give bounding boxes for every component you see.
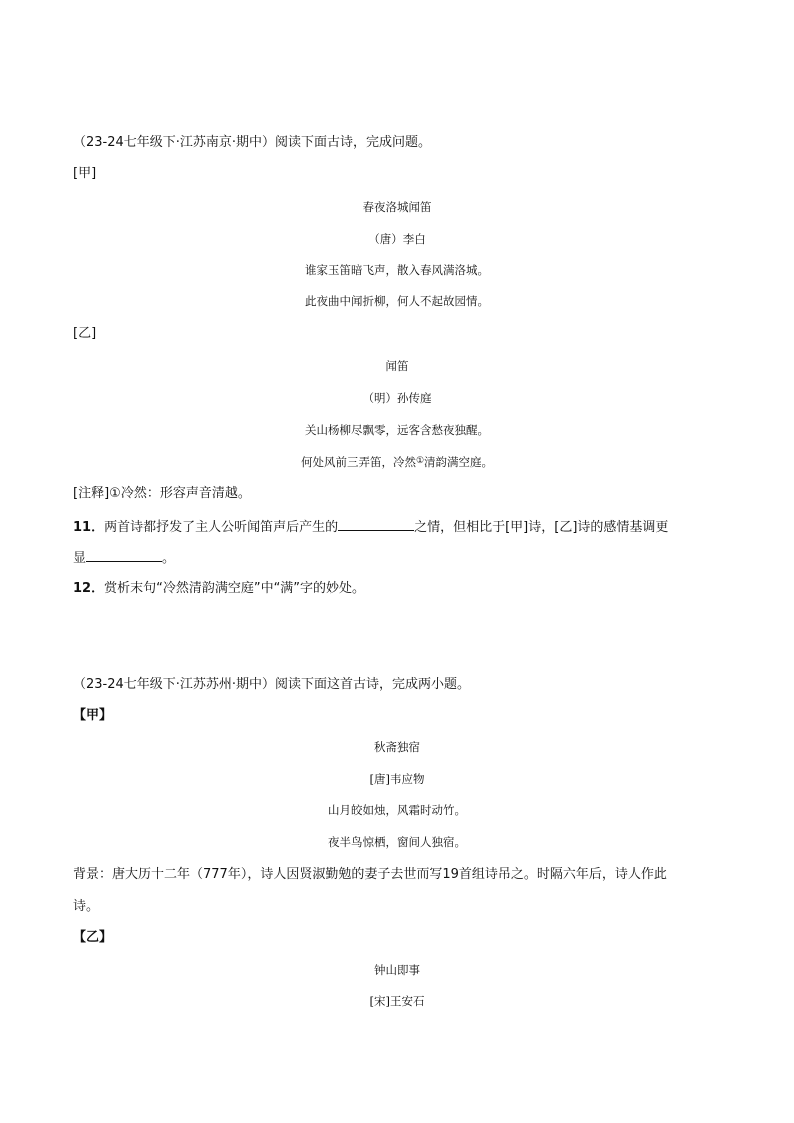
answer-blank[interactable] xyxy=(86,547,162,562)
annotation-mark: ① xyxy=(109,486,121,501)
question-text: 之情，但相比于[甲]诗，[乙]诗的感情基调更 xyxy=(414,520,669,535)
background-text: 背景：唐大历十二年（777年），诗人因贤淑勤勉的妻子去世而写19首组诗吊之。时隔六年后，诗人作此 xyxy=(73,867,667,882)
poem-b-label: [乙] xyxy=(73,326,97,341)
poem-a-label: [甲] xyxy=(73,166,97,181)
question-number: 12． xyxy=(73,581,105,596)
poem-b-author: （明）孙传庭 xyxy=(362,391,432,405)
question-text: 两首诗都抒发了主人公听闻笛声后产生的 xyxy=(104,520,339,535)
poem-b-line-text: 清韵满空庭。 xyxy=(424,455,494,469)
annotation-prefix: [注释] xyxy=(73,486,110,501)
poem-a-line: 山月皎如烛，风霜时动竹。 xyxy=(328,803,466,817)
poem-b-line xyxy=(0,452,794,471)
question-number: 11． xyxy=(73,520,105,535)
question-11-cont xyxy=(73,547,175,568)
poem-a-line: 夜半鸟惊栖，窗间人独宿。 xyxy=(328,835,466,849)
poem-b-author: [宋]王安石 xyxy=(369,994,425,1008)
poem-a-line: 此夜曲中闻折柳，何人不起故园情。 xyxy=(305,294,489,308)
footnote-marker: ① xyxy=(415,456,425,466)
answer-blank[interactable] xyxy=(338,516,414,531)
question-text: 显 xyxy=(73,551,87,566)
poem-a-label: 【甲】 xyxy=(73,708,113,723)
poem-b-line: 关山杨柳尽飘零，远客含愁夜独醒。 xyxy=(305,423,489,437)
question-11 xyxy=(73,516,668,537)
poem-a-title: 秋斋独宿 xyxy=(374,740,420,754)
poem-b-line-text: 何处风前三弄笛，冷然 xyxy=(300,455,416,469)
annotation-text: 冷然：形容声音清越。 xyxy=(120,486,251,501)
section1-intro: （23-24七年级下·江苏南京·期中）阅读下面古诗，完成问题。 xyxy=(73,135,432,150)
poem-a-title: 春夜洛城闻笛 xyxy=(362,200,432,214)
question-text: 赏析末句“冷然清韵满空庭”中“满”字的妙处。 xyxy=(104,581,366,596)
poem-b-title: 钟山即事 xyxy=(374,963,420,977)
background-text: 诗。 xyxy=(73,899,100,914)
question-12 xyxy=(73,580,365,598)
poem-a-author: （唐）李白 xyxy=(368,232,426,246)
poem-a-author: [唐]韦应物 xyxy=(369,772,425,786)
poem-b-title: 闻笛 xyxy=(385,359,409,373)
question-text: 。 xyxy=(162,551,176,566)
section2-intro: （23-24七年级下·江苏苏州·期中）阅读下面这首古诗，完成两小题。 xyxy=(73,677,471,692)
annotation xyxy=(73,485,251,503)
poem-b-label: 【乙】 xyxy=(73,930,113,945)
poem-a-line: 谁家玉笛暗飞声，散入春风满洛城。 xyxy=(305,263,489,277)
